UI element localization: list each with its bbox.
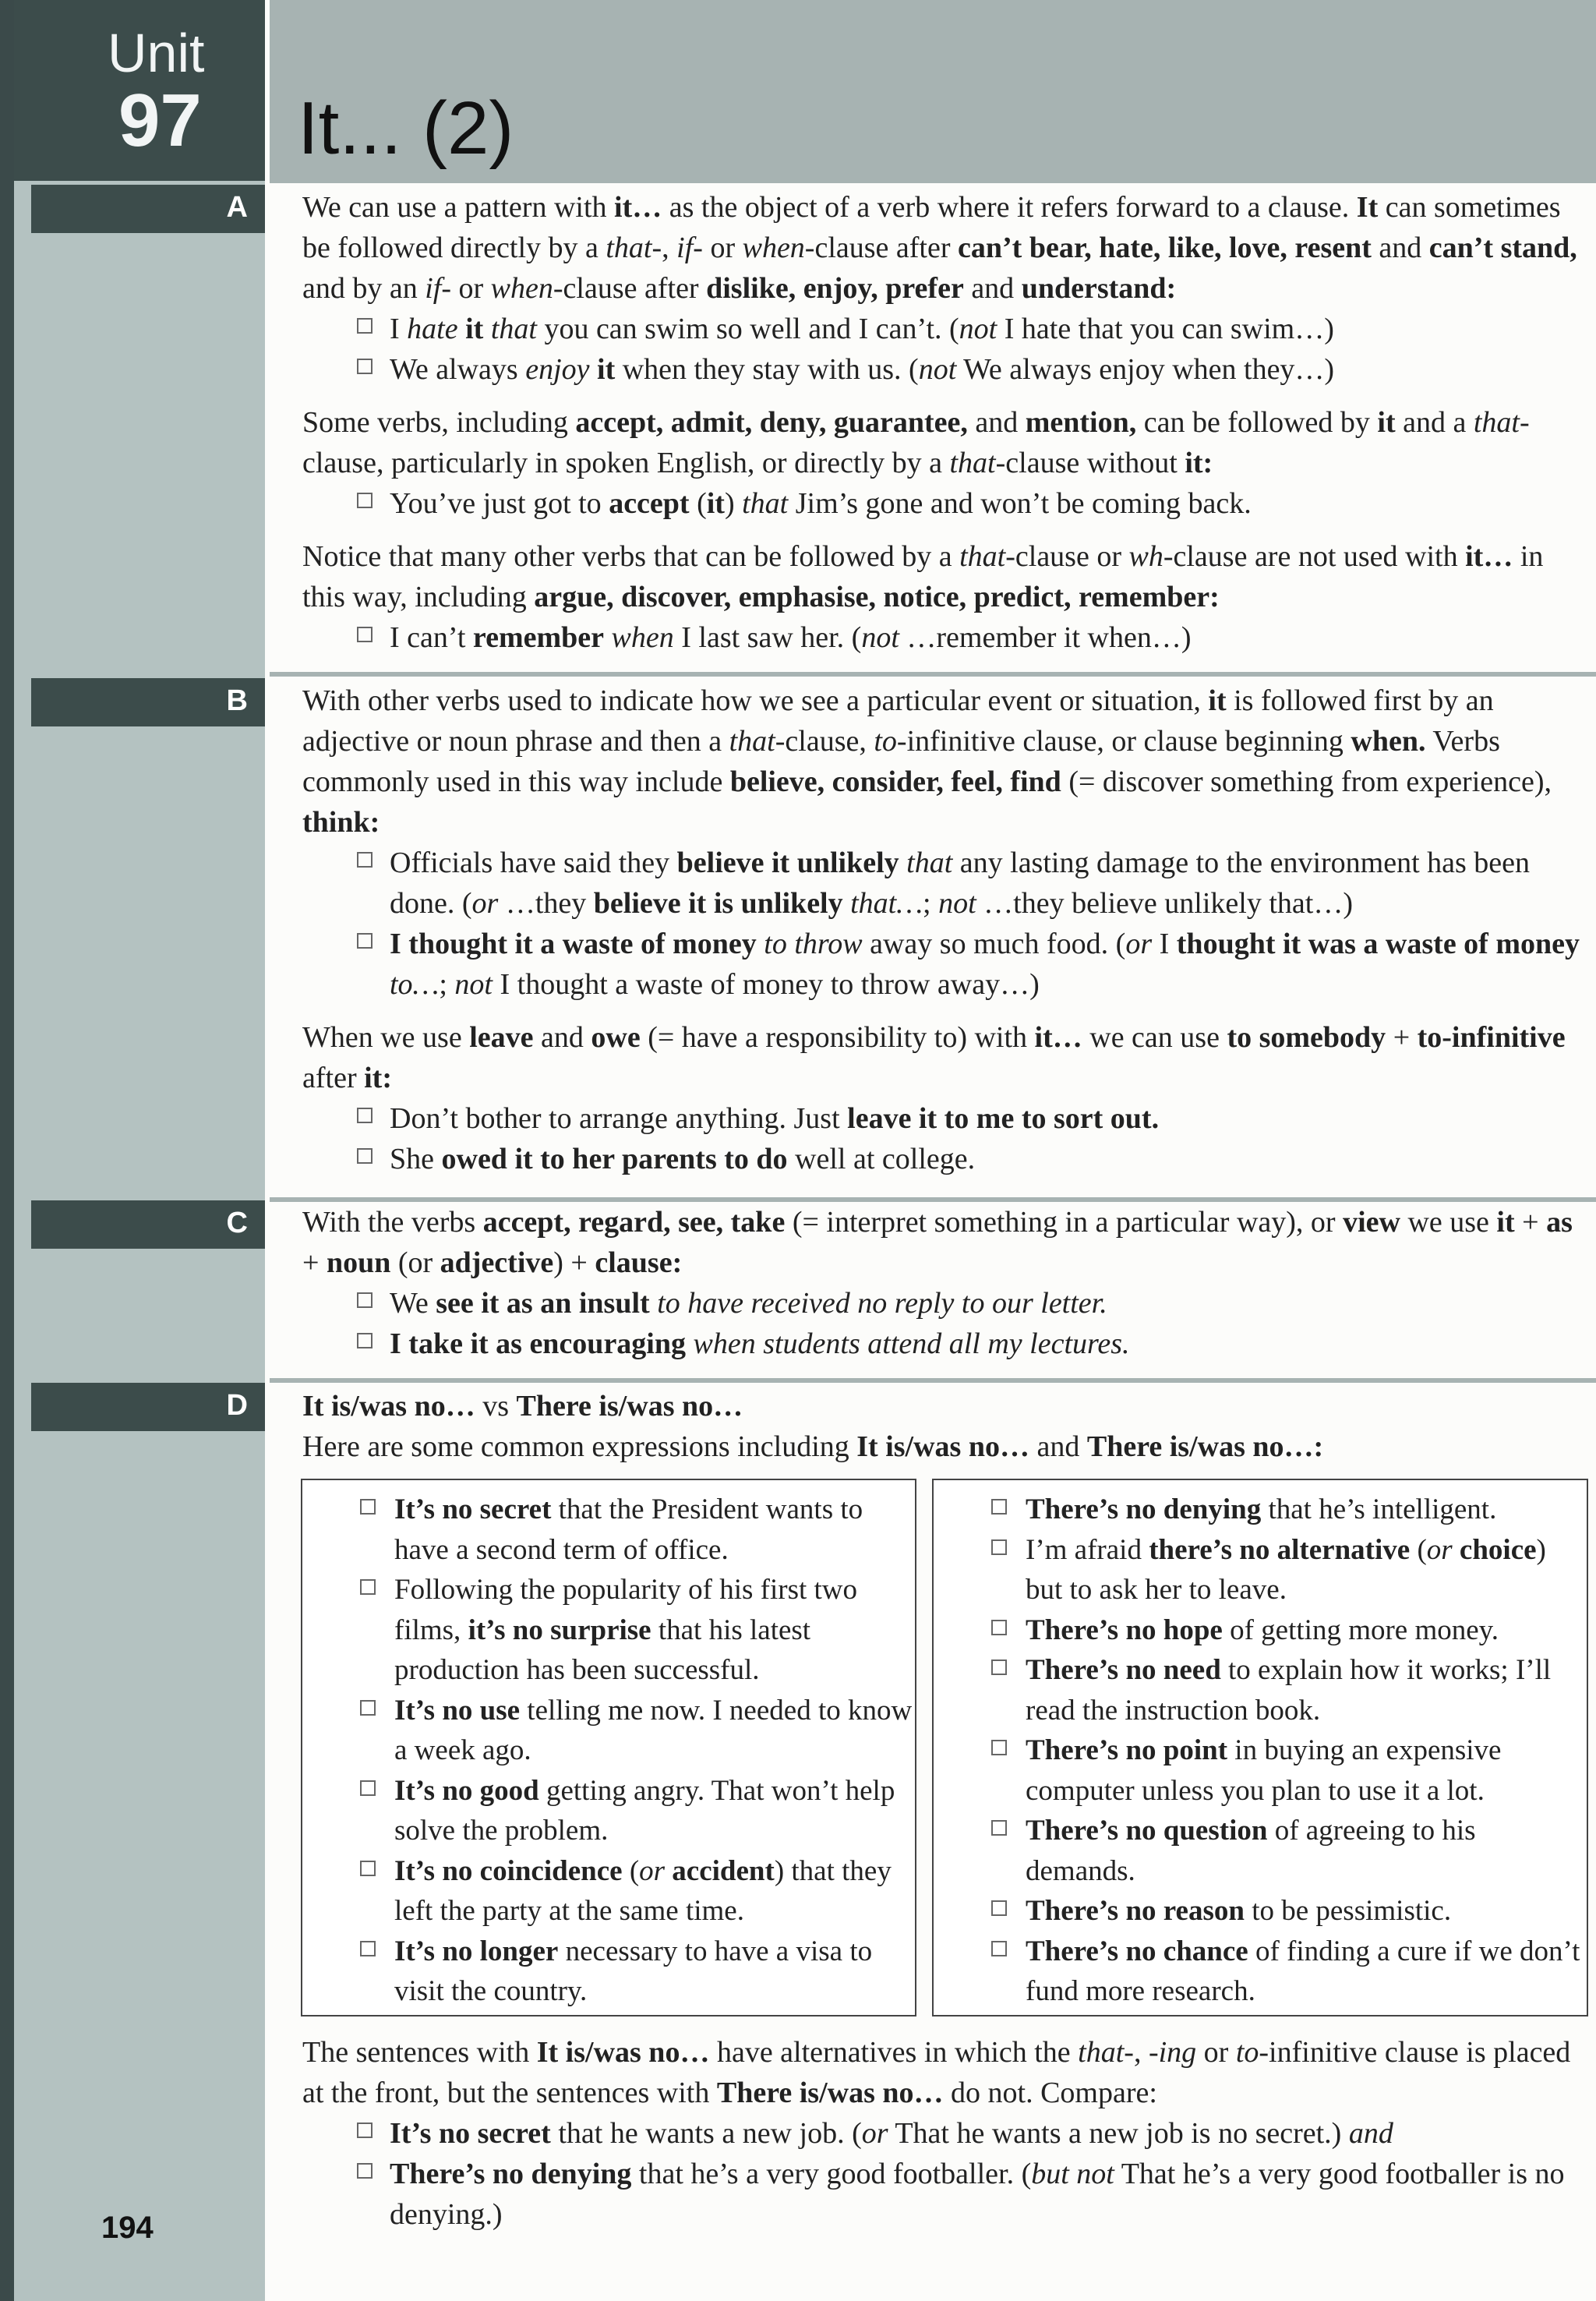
page-edge bbox=[0, 0, 14, 2301]
checkbox-icon bbox=[991, 1499, 1007, 1515]
paragraph: With other verbs used to indicate how we see a particular event or situation, it is followed first by an adjective or noun phrase and then a that-clause, to-infinitive clause, or clause beginning when. Verbs commonly used in this way include believe, consider, feel, find (= discover something from experience), think: bbox=[302, 684, 1552, 839]
checkbox-icon bbox=[357, 493, 373, 508]
checkbox-icon bbox=[357, 2123, 373, 2138]
example: We see it as an insult to have received no reply to our letter. bbox=[302, 1283, 1580, 1324]
section-marker-b bbox=[31, 678, 265, 726]
paragraph: When we use leave and owe (= have a responsibility to) with it… we can use to somebody + to-infinitive after it: bbox=[302, 1021, 1566, 1094]
section-letter: D bbox=[226, 1389, 248, 1422]
checkbox-icon bbox=[357, 933, 373, 949]
section-letter: B bbox=[226, 684, 248, 717]
title-band bbox=[270, 0, 1596, 181]
checkbox-icon bbox=[991, 1659, 1007, 1675]
section-divider bbox=[270, 1378, 1596, 1383]
example: Officials have said they believe it unlikely that any lasting damage to the environment has been done. (or …they believe it is unlikely that…; not …they believe unlikely that…) bbox=[302, 843, 1580, 924]
example: There’s no denying that he’s a very good footballer. (but not That he’s a very good footballer is no denying.) bbox=[302, 2154, 1580, 2235]
example: There’s no chance of finding a cure if we don’t fund more research. bbox=[934, 1932, 1587, 2012]
example: It’s no coincidence (or accident) that they left the party at the same time. bbox=[302, 1851, 915, 1932]
checkbox-icon bbox=[360, 1700, 376, 1716]
example: I thought it a waste of money to throw away so much food. (or I thought it was a waste of money to…; not I thought a waste of money to throw away…) bbox=[302, 924, 1580, 1005]
section-c bbox=[302, 1202, 1580, 1364]
section-a bbox=[302, 187, 1580, 658]
checkbox-icon bbox=[357, 1108, 373, 1123]
example: There’s no hope of getting more money. bbox=[934, 1610, 1587, 1651]
there-expressions-box bbox=[932, 1479, 1588, 2016]
example: Don’t bother to arrange anything. Just leave it to me to sort out. bbox=[302, 1098, 1580, 1139]
paragraph: With the verbs accept, regard, see, take (= interpret something in a particular way), or view we use it + as + noun (or adjective) + clause: bbox=[302, 1206, 1573, 1279]
checkbox-icon bbox=[991, 1539, 1007, 1555]
example: There’s no question of agreeing to his demands. bbox=[934, 1811, 1587, 1891]
example: I hate it that you can swim so well and I can’t. (not I hate that you can swim…) bbox=[302, 309, 1580, 349]
checkbox-icon bbox=[357, 359, 373, 374]
checkbox-icon bbox=[991, 1900, 1007, 1916]
checkbox-icon bbox=[991, 1740, 1007, 1755]
section-letter: A bbox=[226, 191, 248, 224]
example: I can’t remember when I last saw her. (not …remember it when…) bbox=[302, 617, 1580, 658]
example: There’s no need to explain how it works; I’ll read the instruction book. bbox=[934, 1650, 1587, 1730]
example: Following the popularity of his first two films, it’s no surprise that his latest production has been successful. bbox=[302, 1570, 915, 1691]
paragraph: The sentences with It is/was no… have alternatives in which the that-, -ing or to-infinitive clause is placed at the front, but the sentences with There is/was no… do not. Compare: bbox=[302, 2036, 1571, 2109]
section-marker-a bbox=[31, 185, 265, 233]
unit-box bbox=[14, 0, 265, 181]
checkbox-icon bbox=[360, 1499, 376, 1515]
example: It’s no use telling me now. I needed to know a week ago. bbox=[302, 1691, 915, 1771]
example: I’m afraid there’s no alternative (or choice) but to ask her to leave. bbox=[934, 1530, 1587, 1610]
checkbox-icon bbox=[991, 1820, 1007, 1836]
checkbox-icon bbox=[991, 1620, 1007, 1635]
unit-number: 97 bbox=[118, 79, 202, 162]
checkbox-icon bbox=[357, 318, 373, 334]
example: There’s no reason to be pessimistic. bbox=[934, 1891, 1587, 1932]
checkbox-icon bbox=[357, 1292, 373, 1308]
paragraph: We can use a pattern with it… as the object of a verb where it refers forward to a clause. It can sometimes be followed directly by a that-, if- or when-clause after can’t bear, hate, like, love, resent and can’t stand, and by an if- or when-clause after dislike, enjoy, prefer and understand: bbox=[302, 191, 1577, 305]
paragraph: Some verbs, including accept, admit, deny, guarantee, and mention, can be followed by it and a that-clause, particularly in spoken English, or directly by a that-clause without it: bbox=[302, 406, 1530, 479]
checkbox-icon bbox=[357, 1148, 373, 1164]
section-heading: It is/was no… vs There is/was no… bbox=[302, 1390, 743, 1423]
section-b bbox=[302, 680, 1580, 1179]
section-d bbox=[302, 1386, 1580, 1479]
section-divider bbox=[270, 672, 1596, 677]
checkbox-icon bbox=[357, 852, 373, 868]
page-title: It... (2) bbox=[298, 87, 514, 170]
example: There’s no denying that he’s intelligent. bbox=[934, 1490, 1587, 1530]
section-divider bbox=[270, 178, 1596, 183]
section-d-footer bbox=[302, 2032, 1580, 2235]
example: It’s no secret that he wants a new job. (or That he wants a new job is no secret.) and bbox=[302, 2113, 1580, 2154]
section-letter: C bbox=[226, 1207, 248, 1239]
paragraph: Here are some common expressions including It is/was no… and There is/was no…: bbox=[302, 1430, 1324, 1463]
it-expressions-box bbox=[301, 1479, 916, 2016]
section-marker-c bbox=[31, 1200, 265, 1249]
checkbox-icon bbox=[991, 1941, 1007, 1956]
unit-label: Unit bbox=[108, 23, 205, 83]
checkbox-icon bbox=[360, 1941, 376, 1956]
example: You’ve just got to accept (it) that Jim’s gone and won’t be coming back. bbox=[302, 483, 1580, 524]
example: It’s no longer necessary to have a visa to visit the country. bbox=[302, 1932, 915, 2012]
page-number: 194 bbox=[101, 2211, 154, 2245]
example: It’s no secret that the President wants to have a second term of office. bbox=[302, 1490, 915, 1570]
checkbox-icon bbox=[357, 627, 373, 642]
page-sidebar bbox=[0, 0, 265, 2301]
checkbox-icon bbox=[360, 1861, 376, 1876]
checkbox-icon bbox=[360, 1579, 376, 1595]
example: She owed it to her parents to do well at college. bbox=[302, 1139, 1580, 1179]
section-marker-d bbox=[31, 1383, 265, 1431]
example: We always enjoy it when they stay with us. (not We always enjoy when they…) bbox=[302, 349, 1580, 390]
checkbox-icon bbox=[357, 1333, 373, 1348]
example: There’s no point in buying an expensive computer unless you plan to use it a lot. bbox=[934, 1730, 1587, 1811]
checkbox-icon bbox=[360, 1780, 376, 1796]
checkbox-icon bbox=[357, 2163, 373, 2179]
paragraph: Notice that many other verbs that can be followed by a that-clause or wh-clause are not used with it… in this way, including argue, discover, emphasise, notice, predict, remember: bbox=[302, 540, 1544, 613]
example: It’s no good getting angry. That won’t help solve the problem. bbox=[302, 1771, 915, 1851]
example: I take it as encouraging when students attend all my lectures. bbox=[302, 1324, 1580, 1364]
